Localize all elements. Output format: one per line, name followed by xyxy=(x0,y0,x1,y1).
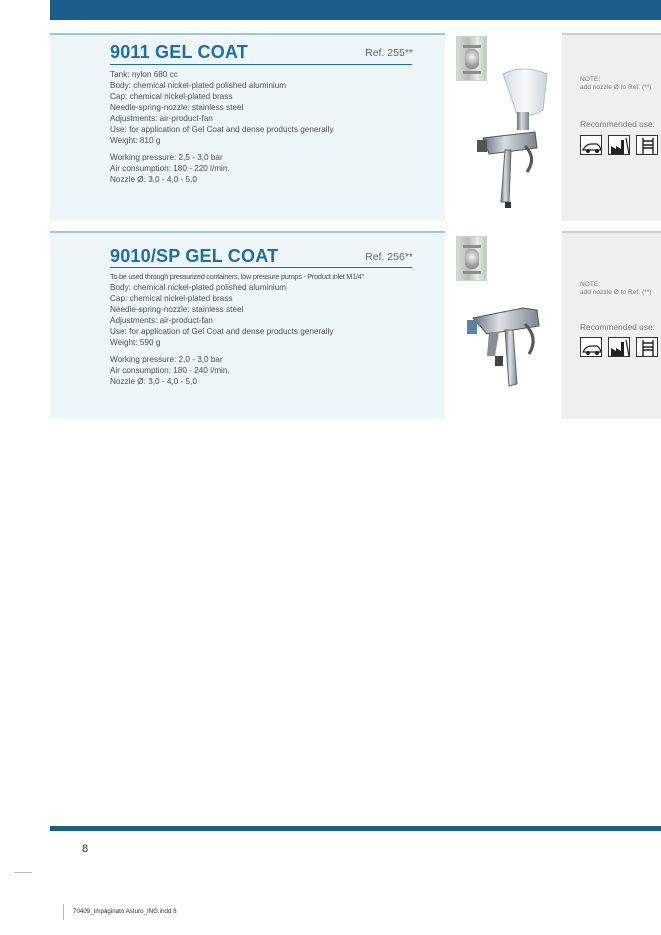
industry-icon xyxy=(608,337,630,357)
crop-mark xyxy=(14,872,32,873)
crop-mark xyxy=(63,904,64,920)
note-panel xyxy=(562,33,661,221)
tech-line: Working pressure: 2,0 - 3,0 bar xyxy=(110,355,223,364)
note-panel xyxy=(562,231,661,419)
recommended-use-label: Recommended use: xyxy=(580,322,655,332)
title-underline xyxy=(110,64,412,65)
tech-line: Nozzle Ø: 3,0 - 4,0 - 5,0 xyxy=(110,175,197,184)
spec-line: Use: for application of Gel Coat and dense products generally xyxy=(110,125,334,134)
product-title: 9010/SP GEL COAT xyxy=(110,246,279,266)
card-top-rule xyxy=(50,33,445,35)
product-card-9011 xyxy=(50,33,445,221)
spec-line: Weight: 590 g xyxy=(110,338,161,347)
product-card-9010sp xyxy=(50,231,445,419)
spec-line: Cap: chemical nickel-plated brass xyxy=(110,92,233,101)
car-icon xyxy=(580,135,602,155)
spec-line: Body: chemical nickel-plated polished aluminium xyxy=(110,283,287,292)
file-label: 70409_Impaginato Asturo_ING.indd 8 xyxy=(73,908,177,915)
spec-list xyxy=(110,271,364,387)
note-heading: NOTE: xyxy=(580,281,601,288)
tech-line: Air consumption: 180 - 240 l/min. xyxy=(110,366,230,375)
industry-icon xyxy=(608,135,630,155)
note-heading: NOTE: xyxy=(580,76,601,83)
spray-gun-image xyxy=(465,62,555,212)
header-bar xyxy=(50,0,661,20)
tech-line: Air consumption: 180 - 220 l/min. xyxy=(110,164,230,173)
car-icon xyxy=(580,337,602,357)
furniture-icon xyxy=(636,135,658,155)
product-title: 9011 GEL COAT xyxy=(110,42,248,62)
title-underline xyxy=(110,267,412,268)
spec-line: Needle-spring-nozzle: stainless steel xyxy=(110,103,244,112)
spec-line: Weight: 810 g xyxy=(110,136,161,145)
note-text: add nozzle Ø to Ref. (**) xyxy=(580,84,652,91)
page-number: 8 xyxy=(82,843,89,855)
spec-intro: To be used through pressurized containers, low pressure pumps - Product inlet M1/4" xyxy=(110,272,364,281)
spec-line: Body: chemical nickel-plated polished aluminium xyxy=(110,81,287,90)
spec-line: Tank: nylon 680 cc xyxy=(110,70,178,79)
tech-line: Working pressure: 2,5 - 3,0 bar xyxy=(110,153,223,162)
recommended-use-label: Recommended use: xyxy=(580,119,655,129)
furniture-icon xyxy=(636,337,658,357)
note-text: add nozzle Ø to Ref. (**) xyxy=(580,289,652,296)
nozzle-detail-image xyxy=(456,236,487,281)
product-ref: Ref. 256** xyxy=(365,251,413,263)
spray-gun-image xyxy=(465,296,555,446)
spec-line: Use: for application of Gel Coat and dense products generally xyxy=(110,327,334,336)
spec-list xyxy=(110,69,333,185)
spec-line: Adjustments: air-product-fan xyxy=(110,316,213,325)
product-ref: Ref. 255** xyxy=(365,47,413,59)
spec-line: Needle-spring-nozzle: stainless steel xyxy=(110,305,244,314)
spec-line: Cap: chemical nickel-plated brass xyxy=(110,294,233,303)
footer-bar xyxy=(50,826,661,831)
card-top-rule xyxy=(50,231,445,233)
tech-line: Nozzle Ø: 3,0 - 4,0 - 5,0 xyxy=(110,377,197,386)
spec-line: Adjustments: air-product-fan xyxy=(110,114,213,123)
